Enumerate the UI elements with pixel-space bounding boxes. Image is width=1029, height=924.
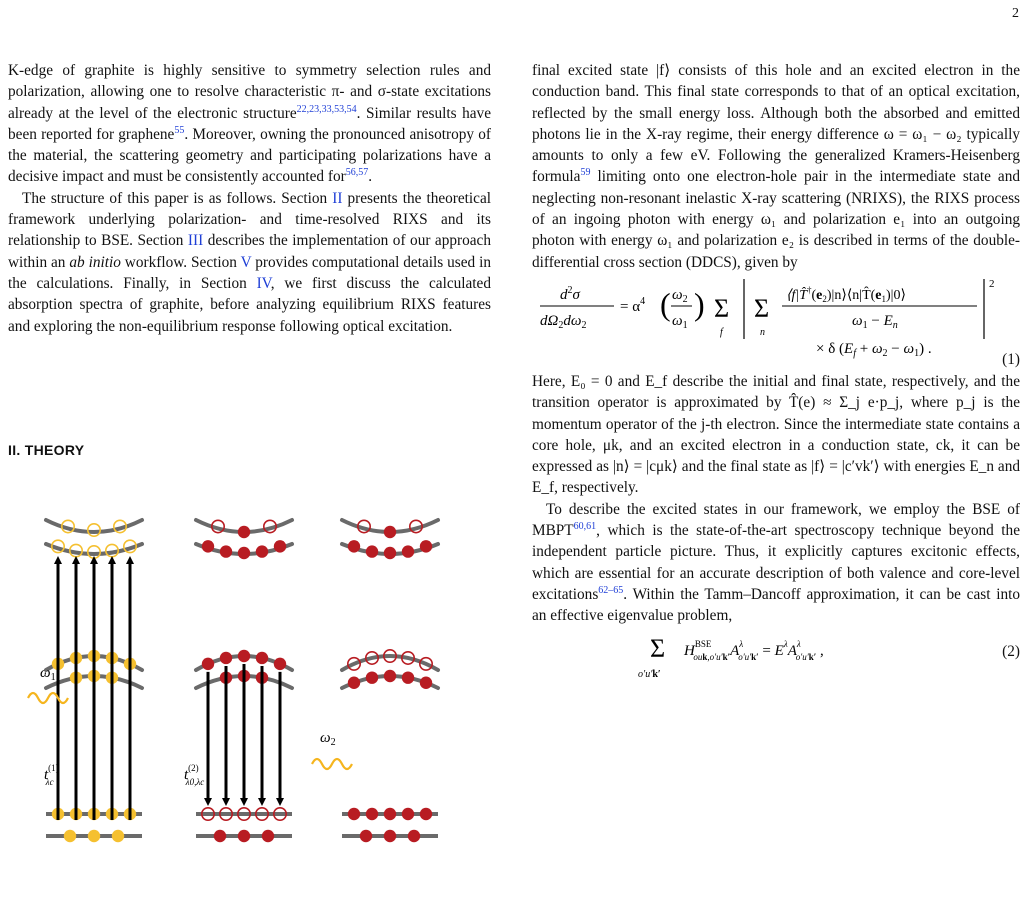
section-link[interactable]: V <box>240 253 252 271</box>
svg-text:Σ: Σ <box>650 633 666 663</box>
svg-text:(: ( <box>660 285 671 322</box>
citation-link[interactable]: 60,61 <box>573 520 597 532</box>
conduction-electron <box>202 540 214 552</box>
valence-electron <box>238 650 250 662</box>
conduction-electron <box>384 547 396 559</box>
ddcs-paragraph: final excited state |f⟩ consists of this hole and an excited electron in the conduction band. This final state corresponds to that of an optical excitation, reflected by the small energy loss. Although both the absorbed and emitted photons lie in the X-ray regime, their energy difference ω = ω₁ − ω₂ typically amounts to only a few eV. Following the generalized Kramers-Heisenberg formula$^{59}$ limiting onto one electron-hole pair in the intermediate state and neglecting non-resonant inelastic X-ray scattering (NRIXS), the RIXS process of an ingoing photon with energy ω₁ and polarization e₁ into an outgoing photon with energy ω₁ and polarization e₂ is described in terms of the double-differential cross section (DDCS), given by <box>532 62 1020 271</box>
t2-label: $t^{(2)}$ λ0,λc <box>184 763 205 787</box>
conduction-empty-state <box>264 520 276 532</box>
citation-link[interactable]: 56,57 <box>345 167 369 179</box>
core-hole <box>202 808 214 820</box>
core-electron <box>348 808 360 820</box>
conduction-empty-state <box>106 544 118 556</box>
conduction-empty-state <box>62 520 74 532</box>
valence-electron <box>402 671 414 683</box>
citation-link[interactable]: 22,23,33,53,54 <box>296 103 357 115</box>
rixs-schematic-figure <box>20 502 480 892</box>
core-electron <box>360 830 372 842</box>
section-heading: II. THEORY <box>8 442 85 458</box>
valence-electron <box>348 677 360 689</box>
conduction-empty-state <box>114 520 126 532</box>
valence-hole <box>348 658 360 670</box>
core-hole <box>238 808 250 820</box>
conduction-empty-state <box>70 544 82 556</box>
svg-text:ω1: $\omega_1$ <box>672 312 688 331</box>
core-hole <box>274 808 286 820</box>
core-electron <box>112 830 124 842</box>
core-electron <box>214 830 226 842</box>
conduction-electron <box>366 545 378 557</box>
core-electron <box>262 830 274 842</box>
conduction-empty-state <box>88 524 100 536</box>
svg-text:o′u′k′: o′u′k′ <box>638 668 661 680</box>
core-electron <box>238 830 250 842</box>
svg-text:= α4: = $\alpha^4$ <box>620 295 646 315</box>
equation-number: (1) <box>1002 350 1020 368</box>
conduction-electron <box>238 526 250 538</box>
bse-paragraph: To describe the excited states in our framework, we employ the BSE of MBPT$^{60,61}$, which is the state-of-the-art spectroscopy technique beyond the independent particle picture. Thus, it explicitly captures excitonic effects, which are essential for an accurate description of both valence and core-level excitations$^{62-65}$. Within the Tamm–Dancoff approximation, it can be cast into an effective eigenvalue problem, <box>532 500 1020 625</box>
core-hole <box>256 808 268 820</box>
conduction-electron <box>348 540 360 552</box>
citation-link[interactable]: 62–65 <box>598 584 624 596</box>
core-electron <box>384 830 396 842</box>
omega2-label: $\omega_2$ <box>320 730 336 748</box>
valence-electron <box>274 658 286 670</box>
valence-electron <box>256 652 268 664</box>
transition-paragraph: Here, E₀ = 0 and E_f describe the initial and final state, respectively, and the transition operator is approximated by T̂(e) ≈ Σ_j e·p_j, where p_j is the momentum operator of the j-th electron. Since the intermediate state contains a core hole, μk, and an excited electron in a conduction state, ck, it can be expressed as |n⟩ = |cμk⟩ and the final state as |f⟩ = |c′vk′⟩ with energies E_n and E_f, respectively. <box>532 372 1020 497</box>
svg-text:× δ (Ef + ω2 − ω1) .: × δ $(E_f + \omega_2 - \omega_1)$ . <box>816 340 932 359</box>
equation-number: (2) <box>1002 642 1020 660</box>
conduction-empty-state <box>212 520 224 532</box>
svg-text:ω1 − En: $\omega_1 - E_n$ <box>852 312 898 331</box>
svg-text:dΩ2dω2: $d\Omega_2d\omega_2$ <box>540 312 587 331</box>
photon-in-wave <box>28 693 68 703</box>
section-link[interactable]: III <box>187 232 204 250</box>
equation-2 <box>532 627 1020 683</box>
conduction-empty-state <box>124 540 136 552</box>
left-column <box>8 60 491 337</box>
conduction-electron <box>238 547 250 559</box>
valence-electron <box>384 670 396 682</box>
svg-text:⟨f|T̂†(e2)|n⟩⟨n|T̂(e1)|0⟩: $⟨f|T̂^\dagger(e_2)|n⟩⟨n|T̂(e_1)|0⟩$ <box>786 284 906 304</box>
valence-electron <box>220 652 232 664</box>
citation-link[interactable]: 59 <box>580 167 591 179</box>
core-electron <box>420 808 432 820</box>
conduction-electron <box>220 545 232 557</box>
equation-1 <box>532 273 1020 371</box>
core-electron <box>64 830 76 842</box>
svg-text:HBSEouk,o′u′k′Aλo′u′k′ = EλAλo: $H^{BSE}$ $ouk,o'u'k'A^\lambda$ $o'u'k' = E^\lambda A^\lambda$ o′u′k′ , <box>684 638 824 662</box>
structure-paragraph: The structure of this paper is as follows. Section II presents the theoretical framework underlying polarization- and time-resolved RIXS and its relationship to BSE. Section III describes the implementation of our approach within an ab initio workflow. Section V provides computational details used in the calculations. Finally, in Section IV, we first discuss the calculated absorption spectra of graphite, before analyzing equilibrium RIXS features and exploring the non-equilibrium response following optical excitation. <box>8 189 491 335</box>
right-column <box>532 60 1020 683</box>
t1-label: $t^{(1)}$ λc <box>44 763 59 787</box>
svg-text:d2σ: $d^2\sigma$ <box>560 284 580 303</box>
valence-electron <box>366 671 378 683</box>
valence-hole <box>420 658 432 670</box>
core-hole <box>220 808 232 820</box>
core-electron <box>88 830 100 842</box>
conduction-electron <box>256 545 268 557</box>
valence-hole <box>384 650 396 662</box>
svg-text:Σ: Σ <box>714 293 730 323</box>
conduction-empty-state <box>52 540 64 552</box>
core-electron <box>384 808 396 820</box>
photon-out-wave <box>312 759 352 769</box>
conduction-empty-state <box>88 546 100 558</box>
core-electron <box>366 808 378 820</box>
conduction-electron <box>384 526 396 538</box>
conduction-electron <box>274 540 286 552</box>
conduction-electron <box>402 545 414 557</box>
valence-hole <box>366 652 378 664</box>
omega1-label: $\omega_1$ <box>40 665 56 683</box>
citation-link[interactable]: 55 <box>174 124 185 136</box>
svg-text:Σ: Σ <box>754 293 770 323</box>
valence-electron <box>202 658 214 670</box>
valence-electron <box>420 677 432 689</box>
section-link[interactable]: II <box>332 189 343 207</box>
section-link[interactable]: IV <box>256 274 271 292</box>
svg-text:ω2: $\omega_2$ <box>672 286 688 305</box>
core-electron <box>402 808 414 820</box>
conduction-empty-state <box>410 520 422 532</box>
conduction-empty-state <box>358 520 370 532</box>
core-electron <box>408 830 420 842</box>
svg-text:f: f <box>720 326 723 338</box>
page-number: 2 <box>1012 6 1019 21</box>
svg-text:n: n <box>760 326 765 338</box>
svg-text:): ) <box>694 285 705 322</box>
intro-paragraph: K-edge of graphite is highly sensitive to symmetry selection rules and polarization, allowing one to resolve characteristic π- and σ-state excitations already at the level of the electronic structure$^{22,23,33,53,54}$. Similar results have been reported for graphene$^{55}$. Moreover, owning the pronounced anisotropy of the material, the scattering geometry and participating polarizations have a decisive impact and must be consistently accounted for$^{56,57}$. <box>8 62 491 186</box>
svg-text:2: 2 <box>989 277 995 290</box>
conduction-electron <box>420 540 432 552</box>
valence-hole <box>402 652 414 664</box>
